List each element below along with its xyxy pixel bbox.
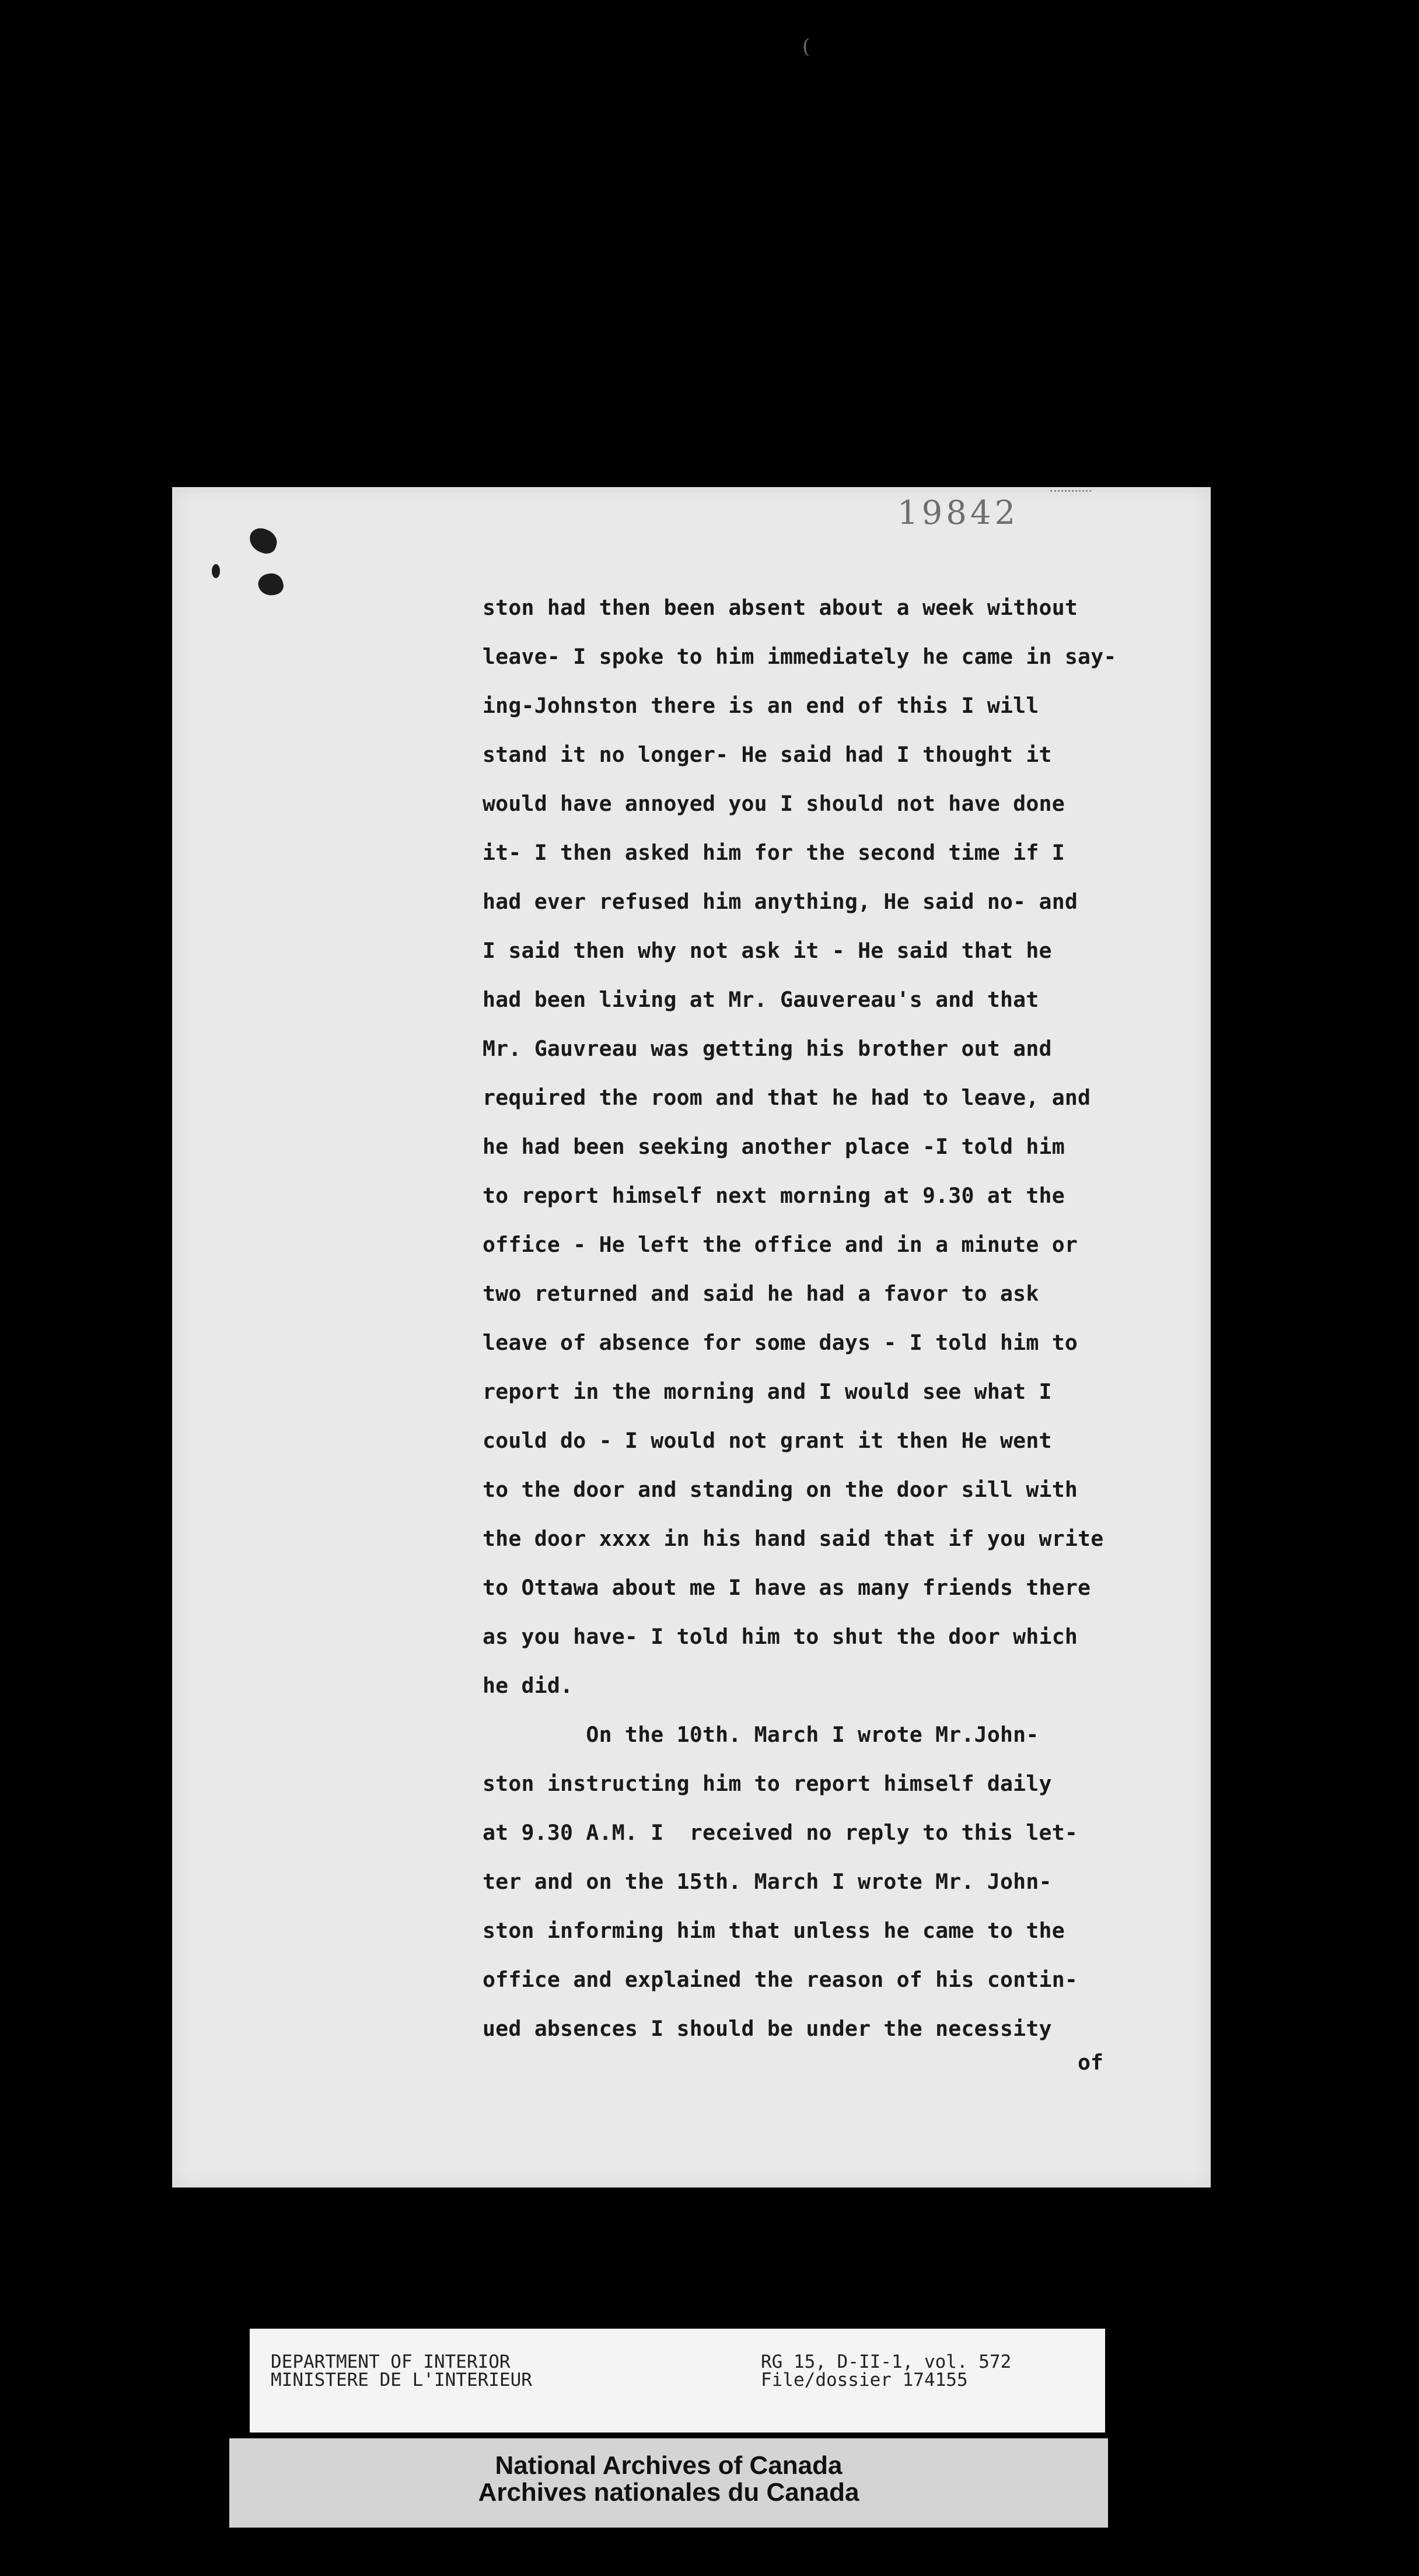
punch-hole-icon [212, 564, 220, 578]
text-line: at 9.30 A.M. I received no reply to this let- [483, 1820, 1078, 1845]
archives-name-en: National Archives of Canada [495, 2451, 843, 2480]
department-label [271, 2353, 532, 2389]
text-line: ston instructing him to report himself daily [483, 1771, 1052, 1796]
text-line: would have annoyed you I should not have done [483, 791, 1065, 816]
punch-hole-icon [246, 525, 281, 556]
catchword: of [1078, 2050, 1103, 2075]
reference-label [761, 2353, 1011, 2389]
archive-reference-label [250, 2329, 1105, 2432]
text-line: office and explained the reason of his contin- [483, 1967, 1078, 1992]
film-edge-mark: ( [802, 35, 810, 58]
text-line: ston informing him that unless he came to the [483, 1918, 1065, 1943]
text-line: had been living at Mr. Gauvereau's and that [483, 987, 1039, 1012]
text-line: he had been seeking another place -I told him [483, 1134, 1065, 1159]
text-line: ter and on the 15th. March I wrote Mr. John- [483, 1869, 1052, 1894]
punch-hole-icon [256, 570, 285, 598]
page-number: 19842 [897, 494, 1019, 532]
department-name-en: DEPARTMENT OF INTERIOR [271, 2351, 511, 2372]
text-line: to the door and standing on the door sill with [483, 1477, 1078, 1502]
text-line: report in the morning and I would see what I [483, 1379, 1052, 1404]
archives-banner [229, 2438, 1108, 2528]
text-line: to report himself next morning at 9.30 at the [483, 1183, 1065, 1208]
text-line: required the room and that he had to leave, and [483, 1085, 1091, 1110]
file-reference: File/dossier 174155 [761, 2370, 968, 2390]
text-line: stand it no longer- He said had I thought it [483, 742, 1052, 767]
text-line: leave- I spoke to him immediately he came in say- [483, 644, 1117, 669]
text-line: he did. [483, 1673, 574, 1698]
text-line: two returned and said he had a favor to ask [483, 1281, 1039, 1306]
text-line: had ever refused him anything, He said no- and [483, 889, 1078, 914]
text-line: I said then why not ask it - He said that he [483, 938, 1052, 963]
text-line: could do - I would not grant it then He went [483, 1428, 1052, 1453]
text-line: the door xxxx in his hand said that if you write [483, 1526, 1104, 1551]
text-line: office - He left the office and in a minute or [483, 1232, 1078, 1257]
page-edge-mark [1050, 490, 1091, 494]
text-line: ston had then been absent about a week without [483, 595, 1078, 620]
typed-letter-body [483, 583, 1183, 2053]
text-line: to Ottawa about me I have as many friends there [483, 1575, 1091, 1600]
text-line: as you have- I told him to shut the door which [483, 1624, 1078, 1649]
text-line: leave of absence for some days - I told him to [483, 1330, 1078, 1355]
text-line: On the 10th. March I wrote Mr.John- [483, 1722, 1039, 1747]
text-line: it- I then asked him for the second time if I [483, 840, 1065, 865]
text-line: ued absences I should be under the necessity [483, 2016, 1052, 2041]
department-name-fr: MINISTERE DE L'INTERIEUR [271, 2370, 532, 2390]
text-line: Mr. Gauvreau was getting his brother out and [483, 1036, 1052, 1061]
document-page [172, 487, 1211, 2188]
record-group-reference: RG 15, D-II-1, vol. 572 [761, 2351, 1012, 2372]
archives-name-fr: Archives nationales du Canada [478, 2478, 859, 2507]
text-line: ing-Johnston there is an end of this I will [483, 693, 1039, 718]
